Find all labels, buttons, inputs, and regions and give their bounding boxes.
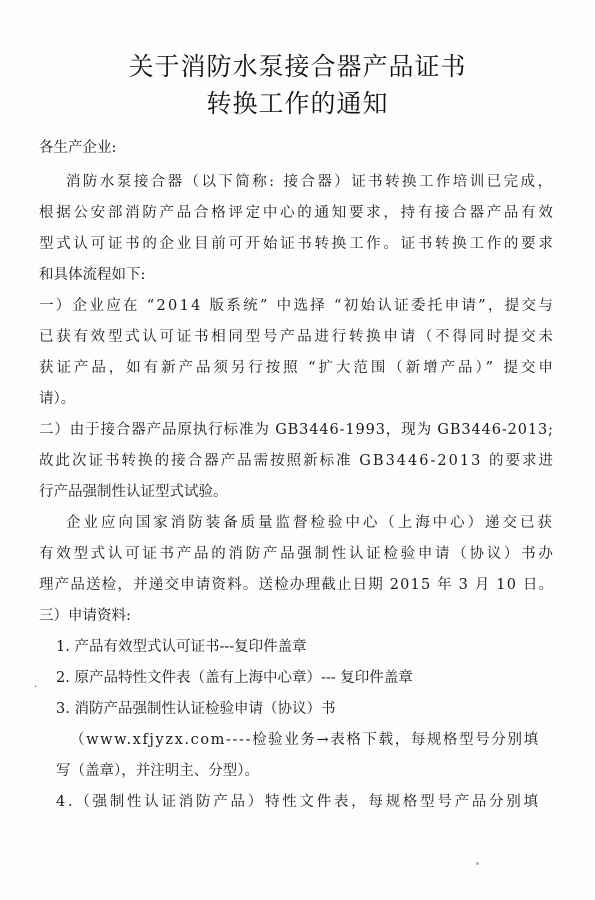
body-line-2: 根据公安部消防产品合格评定中心的通知要求，持有接合器产品有效: [39, 205, 556, 221]
list-item-3-note-line-2: 写（盖章），并注明主、分型）。: [56, 763, 259, 779]
section-1-line-1: 一）企业应在 “2014 版系统” 中选择 “初始认证委托申请”，提交与: [39, 298, 556, 314]
margin-mark: ·: [34, 682, 38, 693]
list-item-3-note-line-1: （www.xfjyzx.com----检验业务→表格下载，每规格型号分别填: [70, 732, 540, 748]
list-item-2: 2. 原产品特性文件表（盖有上海中心章）--- 复印件盖章: [56, 670, 413, 686]
body-line-3: 型式认可证书的企业目前可开始证书转换工作。证书转换工作的要求: [39, 236, 556, 252]
section-2-line-1: 二）由于接合器产品原执行标准为 GB3446-1993，现为 GB3446-2013;: [39, 422, 554, 438]
document-title-line-2: 转换工作的通知: [206, 89, 389, 118]
section-1-line-4: 请）。: [39, 391, 76, 407]
document-title-line-1: 关于消防水泵接合器产品证书: [128, 52, 467, 81]
list-item-3: 3. 消防产品强制性认证检验申请（协议）书: [56, 701, 336, 717]
section-3-heading: 三）申请资料:: [39, 608, 131, 624]
list-item-1: 1. 产品有效型式认可证书---复印件盖章: [56, 639, 307, 655]
section-2-line-2: 故此次证书转换的接合器产品需按照新标准 GB3446-2013 的要求进: [39, 453, 556, 469]
paper-speck: [476, 862, 479, 865]
salutation: 各生产企业:: [39, 140, 117, 156]
paragraph-line-1: 企业应向国家消防装备质量监督检验中心（上海中心）递交已获: [66, 515, 555, 531]
paragraph-line-2: 有效型式认可证书产品的消防产品强制性认证检验申请（协议）书办: [39, 546, 556, 562]
body-line-4: 和具体流程如下:: [39, 267, 146, 283]
section-1-line-3: 获证产品，如有新产品须另行按照 “扩大范围（新增产品）” 提交申: [39, 360, 556, 376]
section-2-line-3: 行产品强制性认证型式试验。: [39, 484, 228, 500]
section-1-line-2: 已获有效型式认可证书相同型号产品进行转换申请（不得同时提交未: [39, 329, 556, 345]
body-line-1: 消防水泵接合器（以下简称: 接合器）证书转换工作培训已完成，: [66, 174, 555, 190]
list-item-4: 4.（强制性认证消防产品）特性文件表，每规格型号产品分别填: [56, 794, 541, 810]
paragraph-line-3: 理产品送检，并递交申请资料。送检办理截止日期 2015 年 3 月 10 日。: [39, 577, 555, 593]
